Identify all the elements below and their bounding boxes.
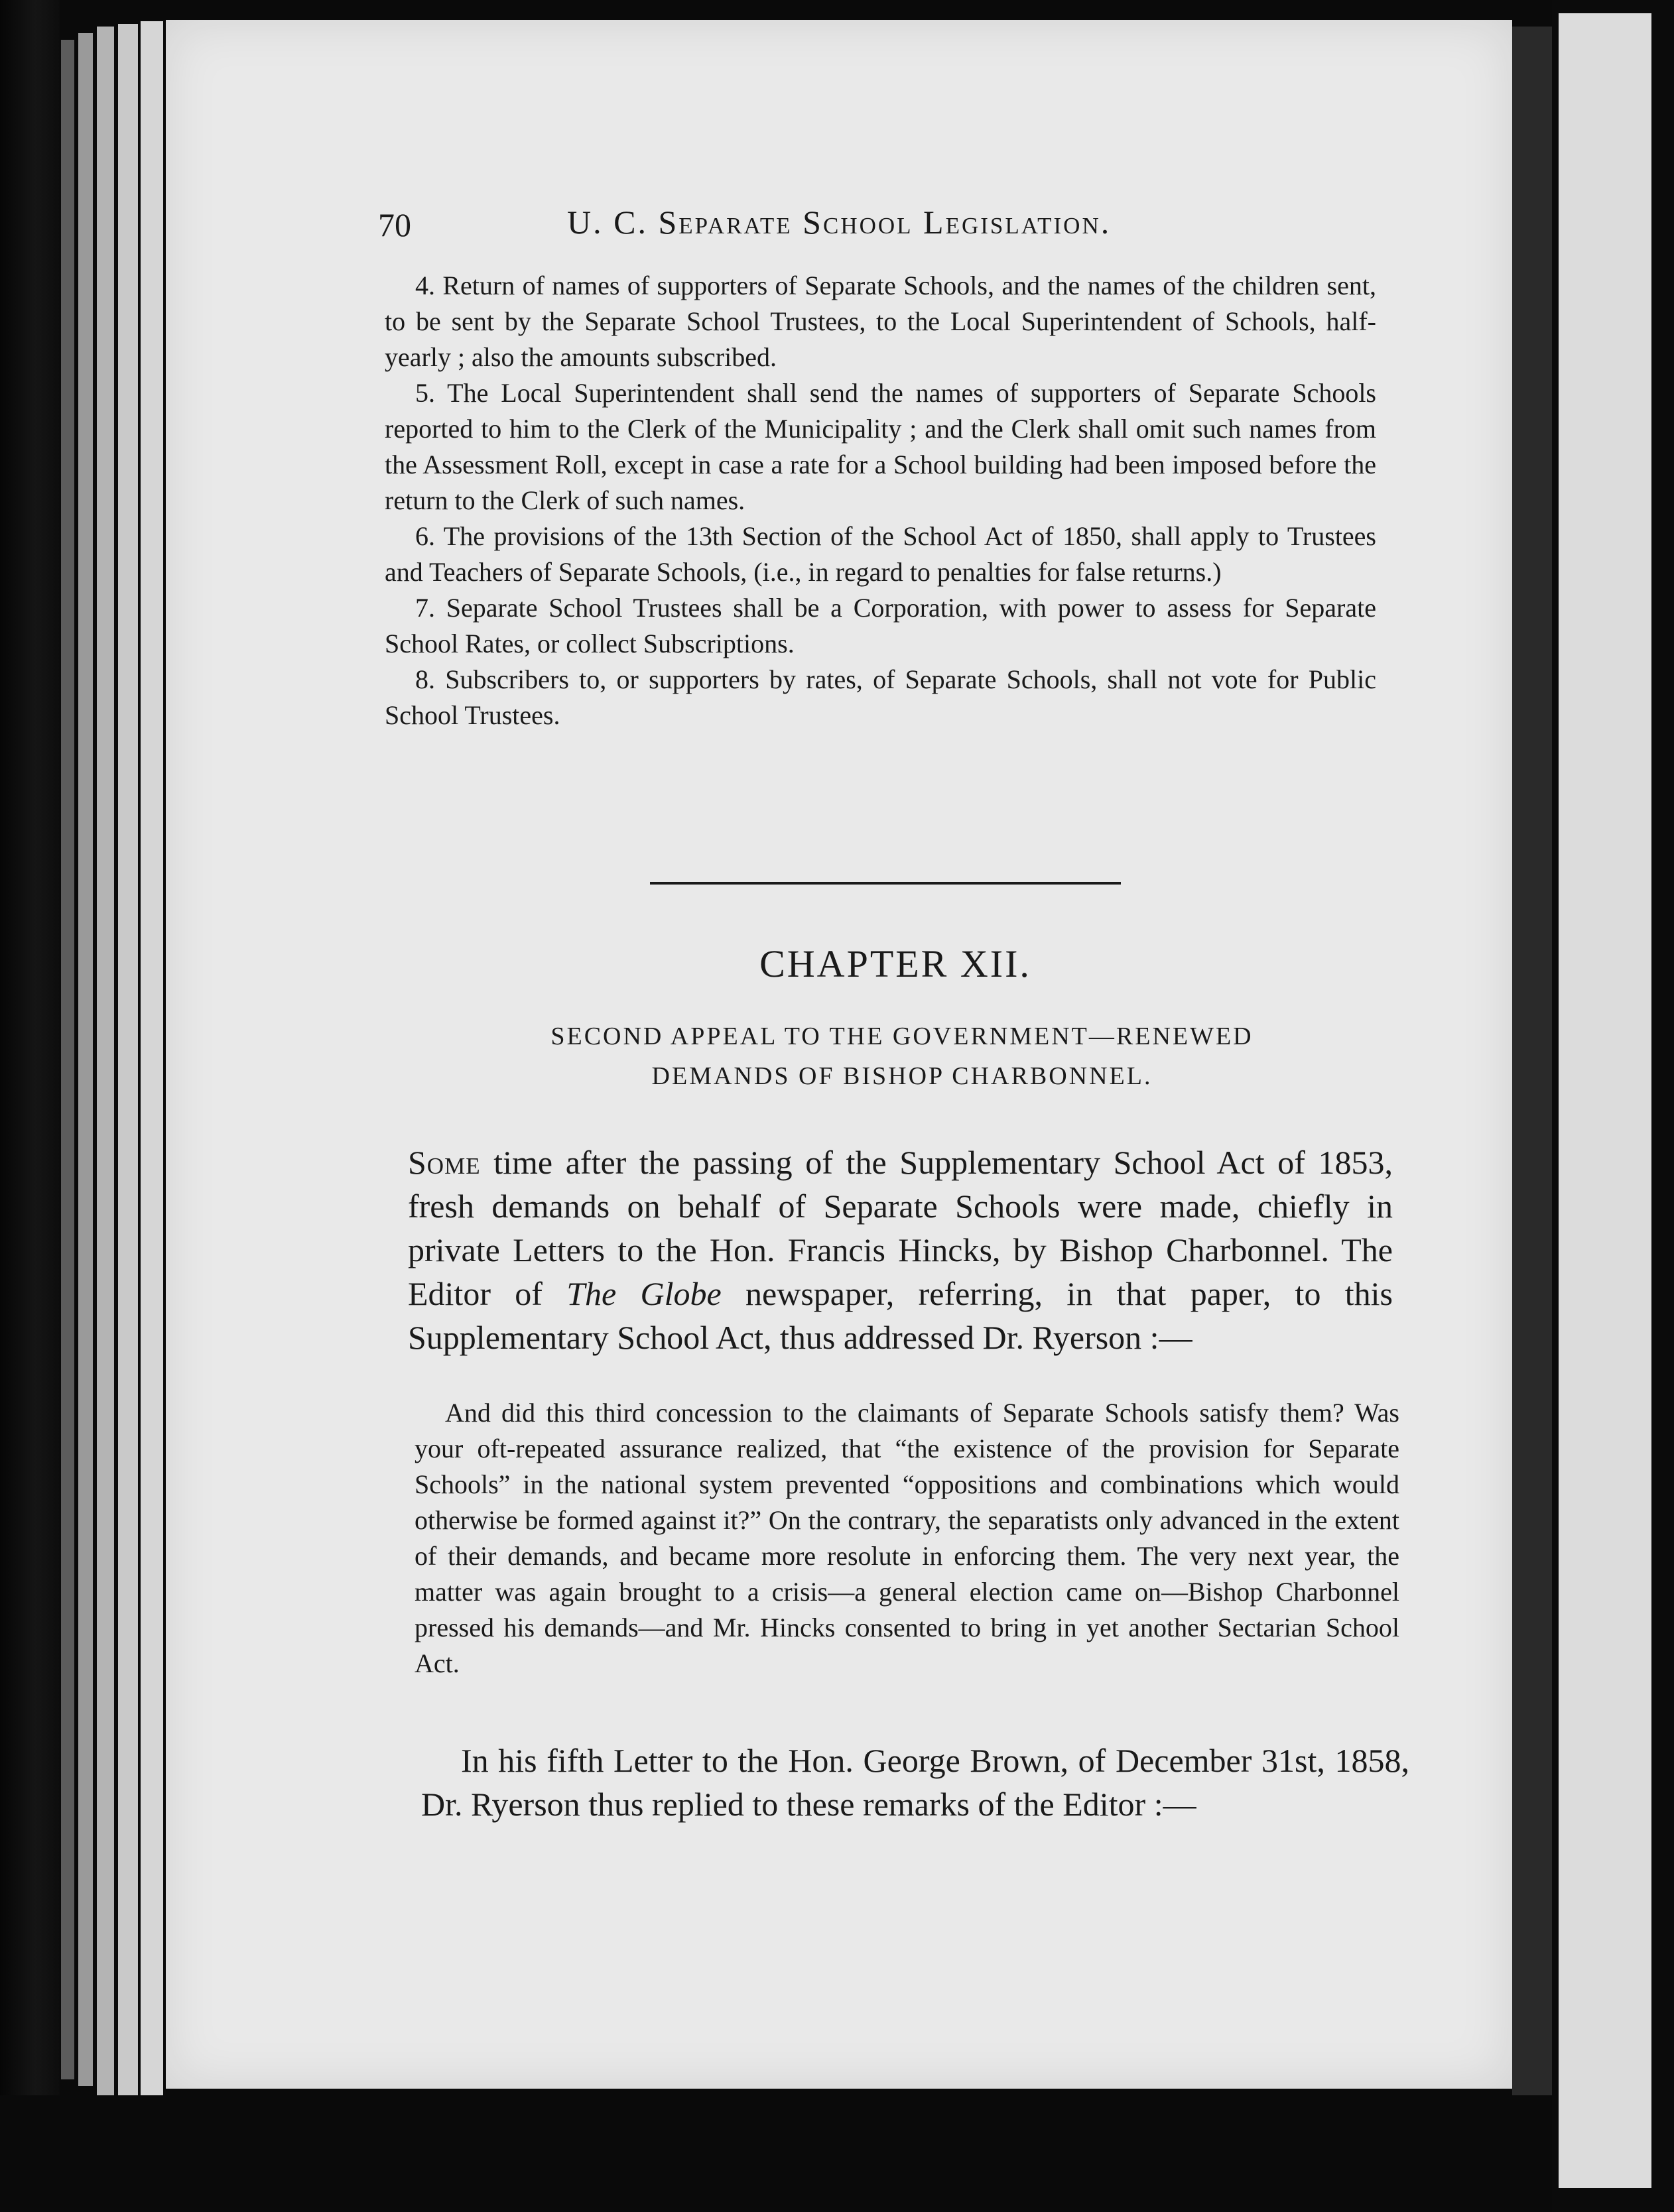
opening-text-part-2: newspaper, referring, in that paper, to this Supplementary School Act, thus addressed Dr. Ryerson :— bbox=[408, 1275, 1393, 1356]
running-head-title: Separate School Legislation. bbox=[658, 204, 1112, 241]
provision-5: 5. The Local Superintendent shall send the names of supporters of Separate Schools reported to him to the Clerk of the Municipality ; and the Clerk shall omit such names from the Assessment Roll, except in case a rate for a School building had been imposed before the return to the Clerk of such names. bbox=[385, 378, 1376, 515]
facing-page-sliver bbox=[1559, 13, 1651, 2188]
chapter-subtitle bbox=[458, 1016, 1346, 1096]
closing-text: In his fifth Letter to the Hon. George Brown, of December 31st, 1858, Dr. Ryerson thus replied to these remarks of the Editor :— bbox=[421, 1742, 1409, 1823]
provision-7: 7. Separate School Trustees shall be a Corporation, with power to assess for Separate School Rates, or collect Subscriptions. bbox=[385, 593, 1376, 658]
section-divider bbox=[650, 882, 1121, 885]
page-edge-2 bbox=[78, 33, 93, 2086]
chapter-opening-paragraph bbox=[408, 1140, 1393, 1359]
page-edge-3 bbox=[97, 27, 114, 2106]
scan-left-edge bbox=[0, 0, 60, 2212]
scan-bottom-edge bbox=[0, 2095, 1552, 2212]
provision-8: 8. Subscribers to, or supporters by rates, of Separate Schools, shall not vote for Public School Trustees. bbox=[385, 664, 1376, 730]
page-edge-5 bbox=[141, 21, 163, 2126]
numbered-provisions bbox=[385, 268, 1376, 733]
lead-word: Some bbox=[408, 1144, 481, 1181]
closing-paragraph bbox=[421, 1739, 1409, 1826]
chapter-heading: CHAPTER XII. bbox=[759, 942, 1031, 985]
running-head-prefix: U. C. bbox=[567, 204, 659, 241]
globe-quotation bbox=[415, 1395, 1399, 1682]
running-head bbox=[567, 203, 1111, 241]
chapter-subtitle-line-1: SECOND APPEAL TO THE GOVERNMENT—RENEWED bbox=[550, 1022, 1254, 1050]
newspaper-title: The Globe bbox=[566, 1275, 722, 1312]
book-gutter bbox=[1512, 27, 1552, 2162]
provision-6: 6. The provisions of the 13th Section of the School Act of 1850, shall apply to Trustees and Teachers of Separate Schools, (i.e., in regard to penalties for false returns.) bbox=[385, 521, 1376, 587]
provision-4: 4. Return of names of supporters of Separate Schools, and the names of the children sent, to be sent by the Separate School Trustees, to the Local Superintendent of Schools, half-yearly ; also the amounts subscribed. bbox=[385, 271, 1376, 372]
opening-text-part-1: time after the passing of the Supplementary School Act of 1853, fresh demands on behalf of Separate Schools were made, chiefly in private Letters to the Hon. Francis Hincks, by Bishop Charbonnel. The Editor of bbox=[408, 1144, 1393, 1312]
page-number: 70 bbox=[378, 206, 411, 243]
quotation-text: And did this third concession to the claimants of Separate Schools satisfy them? Was your oft-repeated assurance realized, that “the existence of the provision for Separate Schools” in the national system prevented “oppositions and combinations which would otherwise be formed against it?” On the contrary, the separatists only advanced in the extent of their demands, and became more resolute in enforcing them. The very next year, the matter was again brought to a crisis—a general election came on—Bishop Charbonnel pressed his demands—and Mr. Hincks consented to bring in yet another Sectarian School Act. bbox=[415, 1398, 1399, 1678]
chapter-subtitle-line-2: DEMANDS OF BISHOP CHARBONNEL. bbox=[651, 1062, 1153, 1090]
page-edge-1 bbox=[61, 40, 74, 2079]
page-edge-4 bbox=[118, 24, 138, 2113]
